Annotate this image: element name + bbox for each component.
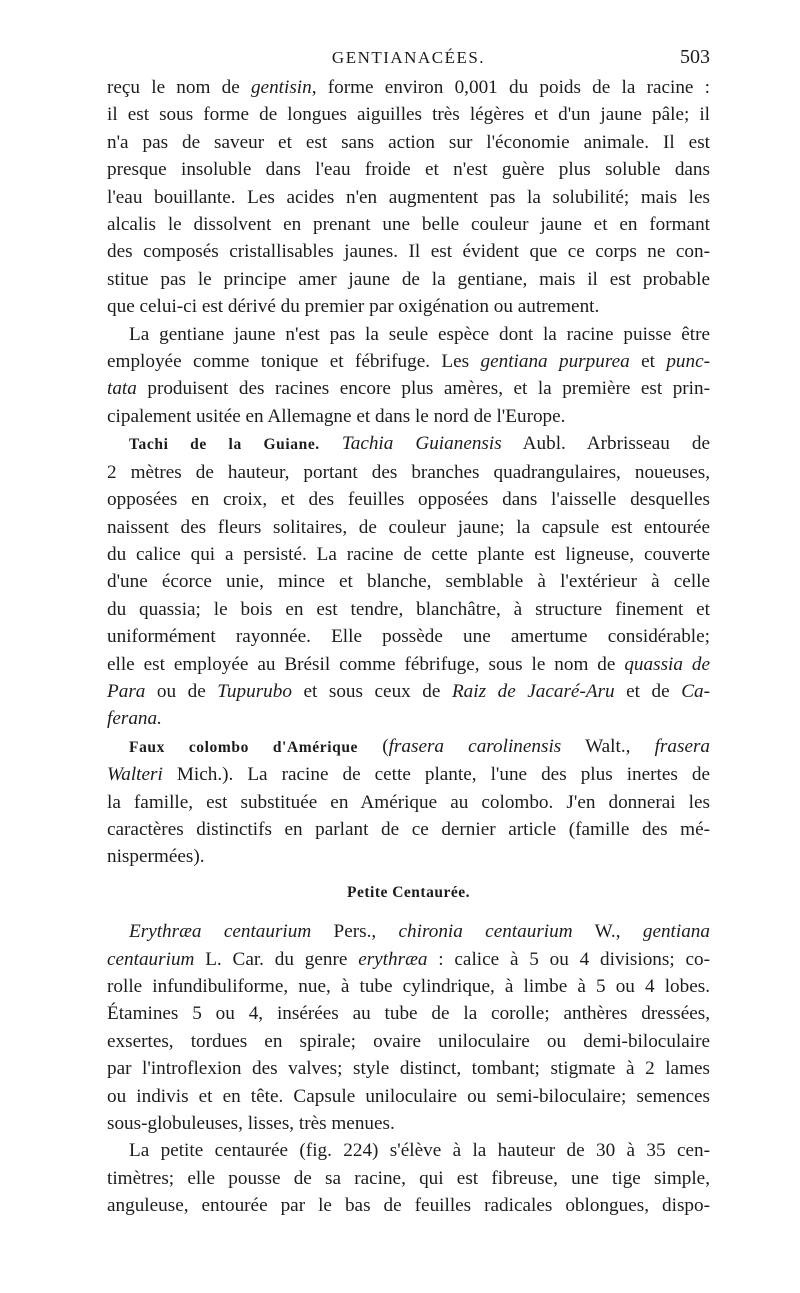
- text-run: et sous ceux de: [291, 680, 452, 702]
- running-title: GENTIANACÉES.: [331, 48, 486, 67]
- italic-term: Raiz de Jacaré-Aru: [451, 680, 615, 702]
- text-line: des composés cristallisables jaunes. Il est évident que ce corps ne con-: [107, 241, 710, 263]
- text-line: n'a pas de saveur et est sans action sur l'économie animale. Il est: [107, 131, 710, 153]
- text-line: exsertes, tordues en spirale; ovaire uniloculaire ou demi-biloculaire: [107, 1030, 710, 1052]
- text-line: du calice qui a persisté. La racine de cette plante est ligneuse, couverte: [107, 543, 710, 565]
- text-run: ou de: [145, 680, 218, 702]
- text-run: Aubl. Arbrisseau de: [501, 433, 710, 455]
- page-number: 503: [680, 46, 710, 68]
- paragraph: [107, 1137, 710, 1219]
- italic-term: Tupurubo: [217, 680, 292, 702]
- text-run: Mich.). La racine de cette plante, l'une des plus inertes de: [162, 764, 710, 786]
- text-run: et: [629, 351, 667, 373]
- text-run: W.,: [572, 921, 643, 943]
- text-line: caractères distinctifs en parlant de ce dernier article (famille des mé-: [107, 818, 710, 840]
- text-run: , forme environ 0,001 du poids de la racine :: [311, 77, 710, 98]
- text-run: L. Car. du genre: [194, 948, 359, 970]
- text-line: par l'introflexion des valves; style distinct, tombant; stigmate à 2 lames: [107, 1058, 710, 1080]
- text-run: produisent des racines encore plus amères, et la première est prin-: [136, 378, 710, 400]
- page-header: [107, 46, 710, 72]
- paragraph: [107, 733, 710, 871]
- text-line: [107, 678, 710, 705]
- text-run: : calice à 5 ou 4 divisions; co-: [427, 948, 710, 970]
- text-run: Pers.,: [311, 921, 399, 943]
- text-line: [107, 705, 710, 732]
- italic-term: gentisin: [250, 77, 312, 98]
- text-line: alcalis le dissolvent en prenant une belle couleur jaune et en formant: [107, 214, 710, 236]
- text-line: cipalement usitée en Allemagne et dans le nord de l'Europe.: [107, 405, 566, 427]
- section-title: Petite Centaurée.: [347, 883, 470, 901]
- italic-term: tata: [107, 378, 137, 400]
- text-run: employée comme tonique et fébrifuge. Les: [107, 351, 481, 373]
- italic-term: Walteri: [107, 764, 163, 786]
- text-line: [107, 761, 710, 788]
- text-line: il est sous forme de longues aiguilles très légères et d'un jaune pâle; il: [107, 104, 710, 126]
- text-line: du quassia; le bois en est tendre, blanchâtre, à structure finement et: [107, 598, 710, 620]
- italic-term: Para: [107, 680, 146, 702]
- text-line: presque insoluble dans l'eau froide et n'est guère plus soluble dans: [107, 159, 710, 181]
- text-line: stitue pas le principe amer jaune de la gentiane, mais il est probable: [107, 268, 710, 290]
- entry-heading: Tachi de la Guiane.: [129, 436, 320, 454]
- italic-term: gentiana: [642, 921, 710, 943]
- entry-heading: Faux colombo d'Amérique: [129, 738, 359, 756]
- text-line: sous-globuleuses, lisses, très menues.: [107, 1113, 395, 1135]
- text-line: timètres; elle pousse de sa racine, qui est fibreuse, une tige simple,: [107, 1167, 710, 1189]
- text-line: [107, 375, 710, 402]
- text-line: que celui-ci est dérivé du premier par oxigénation ou autrement.: [107, 296, 600, 318]
- text-run: elle est employée au Brésil comme fébrifuge, sous le nom de: [107, 653, 625, 675]
- italic-term: Tachia Guianensis: [341, 433, 502, 455]
- text-line: opposées en croix, et des feuilles opposées dans l'aisselle desquelles: [107, 489, 710, 511]
- text-line: la famille, est substituée en Amérique au colombo. J'en donnerai les: [107, 791, 710, 813]
- text-line: [107, 74, 710, 101]
- italic-term: punc-: [666, 351, 710, 373]
- text-line: La petite centaurée (fig. 224) s'élève à la hauteur de 30 à 35 cen-: [129, 1140, 710, 1162]
- text-line: rolle infundibuliforme, nue, à tube cylindrique, à limbe à 5 ou 4 lobes.: [107, 976, 710, 997]
- italic-term: Erythræa centaurium: [129, 921, 312, 943]
- text-line: nispermées).: [107, 846, 205, 868]
- text-line: [107, 918, 710, 945]
- italic-term: gentiana purpurea: [480, 351, 630, 373]
- text-run: et de: [614, 680, 682, 702]
- text-line: d'une écorce unie, mince et blanche, semblable à l'extérieur à celle: [107, 571, 710, 593]
- text-line: uniformément rayonnée. Elle possède une amertume considérable;: [107, 626, 710, 648]
- text-line: ou indivis et en tête. Capsule uniloculaire ou semi-biloculaire; semences: [107, 1085, 710, 1107]
- italic-term: quassia de: [624, 653, 710, 675]
- text-line: Étamines 5 ou 4, insérées au tube de la corolle; anthères dressées,: [107, 1003, 710, 1025]
- text-line: 2 mètres de hauteur, portant des branches quadrangulaires, noueuses,: [107, 461, 710, 483]
- text-line: [107, 348, 710, 375]
- italic-term: frasera carolinensis: [388, 735, 562, 757]
- paragraph: [107, 918, 710, 1137]
- text-line: La gentiane jaune n'est pas la seule espèce dont la racine puisse être: [129, 323, 710, 345]
- italic-term: chironia centaurium: [398, 921, 573, 943]
- text-line: [107, 946, 710, 973]
- text-run: (: [358, 735, 389, 757]
- page-body: [107, 74, 710, 1220]
- italic-term: centaurium: [107, 948, 195, 970]
- text-line: [107, 733, 710, 761]
- text-line: l'eau bouillante. Les acides n'en augmentent pas la solubilité; mais les: [107, 186, 710, 208]
- text-run: Walt.,: [561, 735, 655, 757]
- italic-term: ferana.: [107, 708, 162, 730]
- italic-term: Ca-: [681, 680, 710, 702]
- text-line: [107, 651, 710, 678]
- paragraph: [107, 430, 710, 732]
- paragraph: [107, 74, 710, 321]
- text-line: naissent des fleurs solitaires, de couleur jaune; la capsule est entourée: [107, 516, 710, 538]
- text-line: [107, 430, 710, 458]
- text-line: anguleuse, entourée par le bas de feuilles radicales oblongues, dispo-: [107, 1195, 710, 1217]
- text-run: reçu le nom de: [107, 77, 251, 98]
- paragraph: [107, 321, 710, 431]
- italic-term: frasera: [654, 735, 711, 757]
- italic-term: erythræa: [358, 948, 428, 970]
